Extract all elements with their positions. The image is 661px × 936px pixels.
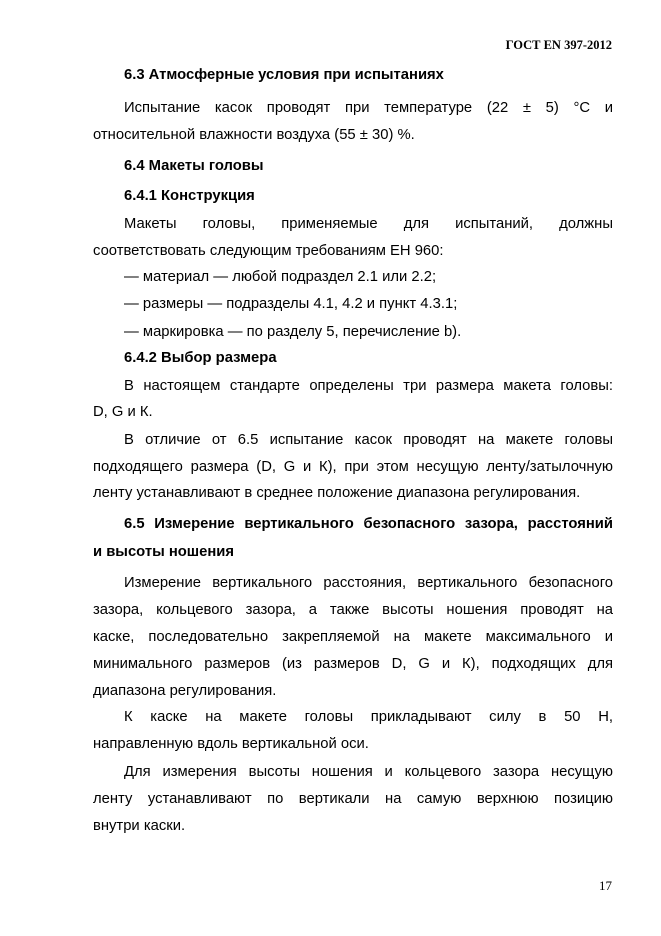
text-line: В отличие от 6.5 испытание касок проводят на макете головы [124,432,613,448]
list-item: — материал — любой подраздел 2.1 или 2.2; [124,269,437,285]
text-line: зазора, кольцевого зазора, а также высоты ношения проводят на [93,602,613,618]
page-number: 17 [599,878,612,893]
text-line: ленту устанавливают в среднее положение диапазона регулирования. [93,485,581,501]
text-line: соответствовать следующим требованиям ЕН 960: [93,243,444,259]
document-id-header: ГОСТ EN 397-2012 [505,38,612,52]
section-heading-6-5: 6.5 Измерение вертикального безопасного зазора, расстояний [124,516,613,532]
text-line: D, G и К. [93,404,153,420]
text-line: Макеты головы, применяемые для испытаний, должны [124,216,613,232]
list-item: — размеры — подразделы 4.1, 4.2 и пункт 4.3.1; [124,296,458,312]
text-line: диапазона регулирования. [93,683,277,699]
text-line: минимального размеров (из размеров D, G и К), подходящих для [93,656,613,672]
section-heading-6-4-2: 6.4.2 Выбор размера [124,350,277,366]
section-heading-6-5-cont: и высоты ношения [93,544,235,560]
text-line: К каске на макете головы прикладывают силу в 50 Н, [124,709,613,725]
text-line: направленную вдоль вертикальной оси. [93,736,369,752]
text-line: относительной влажности воздуха (55 ± 30) %. [93,127,415,143]
text-line: В настоящем стандарте определены три размера макета головы: [124,378,613,394]
text-line: ленту устанавливают по вертикали на самую верхнюю позицию [93,791,613,807]
text-line: Измерение вертикального расстояния, вертикального безопасного [124,575,613,591]
text-line: внутри каски. [93,818,186,834]
section-heading-6-4: 6.4 Макеты головы [124,158,264,174]
list-item: — маркировка — по разделу 5, перечисление b). [124,324,462,340]
text-line: каске, последовательно закрепляемой на макете максимального и [93,629,613,645]
section-heading-6-4-1: 6.4.1 Конструкция [124,188,255,204]
section-heading-6-3: 6.3 Атмосферные условия при испытаниях [124,67,444,83]
text-line: Для измерения высоты ношения и кольцевого зазора несущую [124,764,613,780]
text-line: Испытание касок проводят при температуре (22 ± 5) °С и [124,100,613,116]
text-line: подходящего размера (D, G и К), при этом несущую ленту/затылочную [93,459,613,475]
